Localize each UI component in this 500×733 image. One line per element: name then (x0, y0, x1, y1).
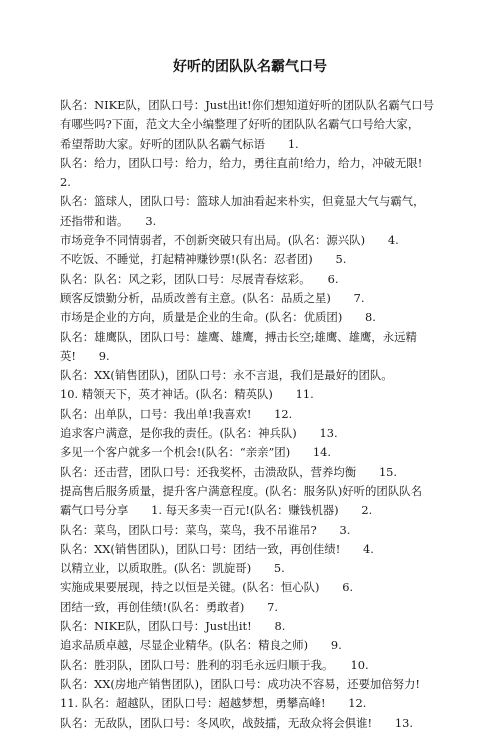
body-line: 队名：NIKE队，团队口号：Just出it! 8. (60, 619, 286, 634)
body-line: 希望帮助大家。好听的团队队名霸气标语 1. (60, 136, 299, 151)
body-line: 以精立业，以质取胜。(队名：凯旋哥) 5. (60, 561, 285, 576)
body-line: 还指带和谐。 3. (60, 213, 157, 228)
body-line: 实施成果要展现，持之以恒是关键。(队名：恒心队) 6. (60, 580, 354, 595)
body-line: 队名：队名：风之彩，团队口号：尽展青春炫彩。 6. (60, 271, 339, 286)
body-line: 市场竞争不同情弱者，不创新突破只有出局。(队名：源兴队) 4. (60, 233, 399, 248)
body-line: 队名：XX(房地产销售团队)，团队口号：成功决不容易，还要加倍努力! (60, 676, 421, 691)
body-line: 不吃饭、不睡觉，打起精神赚钞票!(队名：忍者团) 5. (60, 252, 347, 267)
body-line: 追求客户满意，是你我的责任。(队名：神兵队) 13. (60, 426, 338, 441)
body-line: 有哪些吗?下面，范文大全小编整理了好听的团队队名霸气口号给大家， (60, 117, 420, 132)
body-line: 队名：胜羽队，团队口号：胜利的羽毛永远归顺于我。 10. (60, 657, 369, 672)
body-line: 队名：NIKE队，团队口号：Just出it!你们想知道好听的团队队名霸气口号 (60, 98, 434, 112)
body-line: 队名：无敌队，团队口号：冬风吹，战鼓擂，无敌众将会俱谁! 13. (60, 715, 414, 730)
body-line: 市场是企业的方向，质量是企业的生命。(队名：优质团) 8. (60, 310, 376, 325)
body-line: 队名：菜鸟，团队口号：菜鸟，菜鸟，我不吊谁吊? 3. (60, 522, 351, 537)
body-line: 英! 9. (60, 348, 110, 363)
body-line: 队名：XX(销售团队)，团队口号：永不言退，我们是最好的团队。 (60, 368, 393, 383)
body-line: 2. (60, 175, 71, 190)
body-line: 提高售后服务质量，提升客户满意程度。(队名：服务队)好听的团队队名 (60, 483, 422, 498)
body-line: 11. 队名：超越队，团队口号：超越梦想，勇攀高峰! 12. (60, 696, 367, 711)
body-line: 10. 精领天下，英才神话。(队名：精英队) 11. (60, 387, 314, 402)
body-line: 队名：篮球人，团队口号：篮球人加油看起来朴实，但竟显大气与霸气， (60, 194, 425, 209)
body-line: 多见一个客户就多一个机会!(队名：“亲亲”团) 14. (60, 445, 332, 460)
body-line: 霸气口号分享 1. 每天多卖一百元!(队名：赚钱机器) 2. (60, 503, 373, 518)
document-title: 好听的团队队名霸气口号 (173, 59, 327, 75)
body-line: 顾客反馈勤分析，品质改善有主意。(队名：品质之星) 7. (60, 290, 365, 305)
body-line: 追求品质卓越，尽显企业精华。(队名：精良之师) 9. (60, 638, 342, 653)
document-body (60, 96, 442, 733)
body-line: 队名：给力，团队口号：给力，给力，勇往直前!给力，给力，冲破无限! (60, 155, 423, 170)
body-line: 队名：XX(销售团队)，团队口号：团结一致，再创佳绩! 4. (60, 541, 374, 556)
body-line: 团结一致，再创佳绩!(队名：勇敢者) 7. (60, 599, 278, 614)
body-line: 队名：还击营，团队口号：还我奖杯，击溃敌队，营养均衡 15. (60, 464, 398, 479)
body-line: 队名：雄鹰队，团队口号：雄鹰、雄鹰，搏击长空;雄鹰、雄鹰，永远精 (60, 329, 417, 344)
body-line: 队名：出单队，口号：我出单!我喜欢! 12. (60, 406, 293, 421)
